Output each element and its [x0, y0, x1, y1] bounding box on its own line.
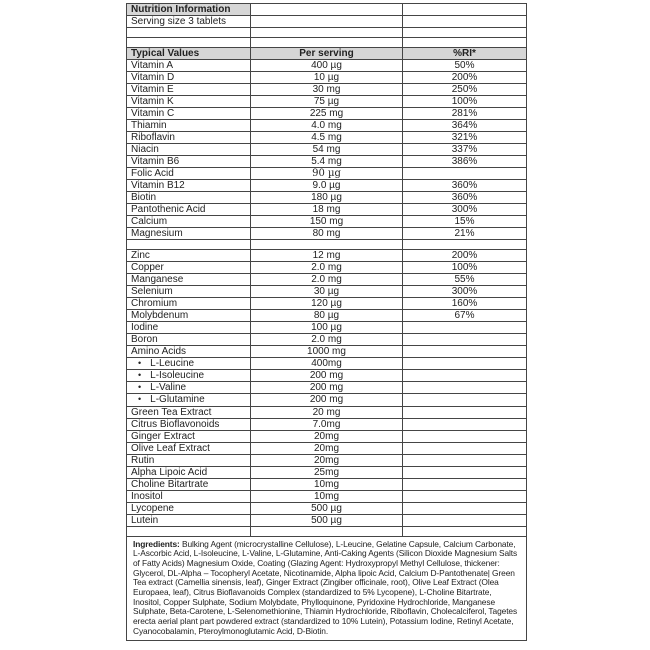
- amount-per-serving: 10mg: [251, 490, 403, 502]
- empty-cell: [251, 526, 403, 536]
- amount-per-serving: 2.0 mg: [251, 262, 403, 274]
- nutrient-row: [127, 250, 527, 262]
- ri-percent: 300%: [403, 204, 527, 216]
- empty-cell: [127, 526, 251, 536]
- amount-per-serving: 180 µg: [251, 192, 403, 204]
- nutrient-name: Vitamin K: [127, 96, 251, 108]
- nutrient-name: Riboflavin: [127, 132, 251, 144]
- column-header-row: [127, 48, 527, 60]
- nutrient-name: Boron: [127, 334, 251, 346]
- nutrient-name: Vitamin E: [127, 84, 251, 96]
- amount-per-serving: 400mg: [251, 358, 403, 370]
- nutrient-row: [127, 514, 527, 526]
- empty-cell: [403, 38, 527, 48]
- amount-per-serving: 30 µg: [251, 286, 403, 298]
- nutrient-name-label: L-Leucine: [150, 358, 195, 370]
- empty-cell: [403, 4, 527, 16]
- amount-per-serving: 10mg: [251, 478, 403, 490]
- nutrient-row: [127, 262, 527, 274]
- ri-percent: [403, 382, 527, 394]
- amount-per-serving: 30 mg: [251, 84, 403, 96]
- ri-percent: [403, 168, 527, 180]
- nutrient-row: [127, 216, 527, 228]
- amount-per-serving: 400 µg: [251, 60, 403, 72]
- ingredients-text: Bulking Agent (microcrystalline Cellulose), L-Leucine, Gelatine Capsule, Calcium Carbonate, L-Ascorbic Acid, L-Isoleucine, L-Valine, L-Glutamine, Anti-Caking Agents (Silicon Dioxide Magnesium Salts of Fatty Acids) Magnesium Oxide, Coating (Glazing Agent: Hydroxypropyl Methyl Cellulose, thickener: Glycerol, DL-Alpha – Tocopheryl Acetate, Nicotinamide, Alpha lipoic Acid, Calcium D-Pantothenate| Green Tea extract (Camellia sinensis, leaf), Ginger Extract (Zingiber officinale, root), Olive Leaf Extract (Olea Europaea, leaf), Citrus Bioflavanoids Complex (standardized to 5% Lycopene), L-Choline Bitartrate, Inositol, Copper Sulphate, Sodium Molybdate, Phylloquinone, Pyridoxine Hydrochloride, Manganese Sulphate, Beta-Carotene, L-Selenomethionine, Thiamin Hydrochloride, Riboflavin, Cholecalciferol, Tagetes erecta aerial plant part powdered extract (standardized to 10% Lutein), Potassium Iodine, Retinyl Acetate, Cyanocobalamin, Pteroylmonoglutamic Acid, D-Biotin.: [133, 538, 518, 636]
- empty-cell: [251, 240, 403, 250]
- empty-cell: [403, 526, 527, 536]
- nutrient-name-label: L-Valine: [150, 382, 187, 394]
- ri-percent: 100%: [403, 262, 527, 274]
- table-footer-section: [127, 526, 527, 640]
- ri-percent: [403, 334, 527, 346]
- amount-per-serving: 225 mg: [251, 108, 403, 120]
- nutrient-row: [127, 430, 527, 442]
- ri-percent: 321%: [403, 132, 527, 144]
- ri-percent: [403, 430, 527, 442]
- nutrient-name: Iodine: [127, 322, 251, 334]
- nutrient-name: Lutein: [127, 514, 251, 526]
- spacer-row: [127, 28, 527, 38]
- nutrition-table: [126, 3, 527, 641]
- nutrient-name: Alpha Lipoic Acid: [127, 466, 251, 478]
- nutrient-row: [127, 228, 527, 240]
- nutrient-name: Inositol: [127, 490, 251, 502]
- ri-percent: [403, 418, 527, 430]
- amount-per-serving: 5.4 mg: [251, 156, 403, 168]
- nutrient-name: Niacin: [127, 144, 251, 156]
- nutrient-name: Vitamin C: [127, 108, 251, 120]
- ri-percent: 281%: [403, 108, 527, 120]
- empty-cell: [403, 240, 527, 250]
- nutrient-row: [127, 394, 527, 406]
- nutrient-name: Green Tea Extract: [127, 406, 251, 418]
- nutrient-name: Pantothenic Acid: [127, 204, 251, 216]
- ri-percent: 67%: [403, 310, 527, 322]
- nutrient-row: [127, 84, 527, 96]
- bullet-icon: •: [138, 394, 142, 405]
- ri-percent: 360%: [403, 192, 527, 204]
- empty-cell: [127, 28, 251, 38]
- empty-cell: [251, 28, 403, 38]
- ri-percent: [403, 514, 527, 526]
- ri-percent: 200%: [403, 250, 527, 262]
- amount-per-serving: 18 mg: [251, 204, 403, 216]
- nutrient-row: [127, 132, 527, 144]
- empty-cell: [127, 38, 251, 48]
- nutrient-name: [127, 394, 251, 406]
- amount-per-serving: 20mg: [251, 430, 403, 442]
- nutrient-name: [127, 370, 251, 382]
- nutrient-row: [127, 286, 527, 298]
- ingredients-label: Ingredients:: [133, 538, 180, 549]
- amount-per-serving: 9.0 µg: [251, 180, 403, 192]
- column-header-per-serving: Per serving: [251, 48, 403, 60]
- nutrient-row: [127, 346, 527, 358]
- nutrient-row: [127, 358, 527, 370]
- ri-percent: 360%: [403, 180, 527, 192]
- spacer-row: [127, 240, 527, 250]
- amount-per-serving: 75 µg: [251, 96, 403, 108]
- nutrient-row: [127, 370, 527, 382]
- empty-cell: [251, 16, 403, 28]
- nutrient-row: [127, 418, 527, 430]
- nutrient-row: [127, 382, 527, 394]
- column-header-ri: %RI*: [403, 48, 527, 60]
- empty-cell: [403, 28, 527, 38]
- nutrient-row: [127, 454, 527, 466]
- nutrient-name: Chromium: [127, 298, 251, 310]
- amount-per-serving: 20mg: [251, 454, 403, 466]
- ri-percent: [403, 358, 527, 370]
- nutrient-row: [127, 144, 527, 156]
- ri-percent: [403, 454, 527, 466]
- empty-cell: [127, 240, 251, 250]
- empty-cell: [251, 4, 403, 16]
- nutrient-row: [127, 334, 527, 346]
- nutrient-row: [127, 72, 527, 84]
- ri-percent: 15%: [403, 216, 527, 228]
- nutrient-row: [127, 192, 527, 204]
- nutrient-name: Amino Acids: [127, 346, 251, 358]
- ri-percent: [403, 394, 527, 406]
- ri-percent: 250%: [403, 84, 527, 96]
- ri-percent: 50%: [403, 60, 527, 72]
- table-data-section: [127, 60, 527, 527]
- empty-cell: [403, 16, 527, 28]
- amount-per-serving: 7.0mg: [251, 418, 403, 430]
- amount-per-serving: 200 mg: [251, 370, 403, 382]
- amount-per-serving: 25mg: [251, 466, 403, 478]
- ri-percent: 160%: [403, 298, 527, 310]
- nutrient-name: Olive Leaf Extract: [127, 442, 251, 454]
- amount-per-serving: 20mg: [251, 442, 403, 454]
- bullet-icon: •: [138, 358, 142, 368]
- nutrient-name: Vitamin B12: [127, 180, 251, 192]
- nutrient-row: [127, 274, 527, 286]
- nutrient-name: Lycopene: [127, 502, 251, 514]
- spacer-row: [127, 38, 527, 48]
- ri-percent: [403, 466, 527, 478]
- nutrient-name: Citrus Bioflavonoids: [127, 418, 251, 430]
- amount-per-serving: 500 µg: [251, 514, 403, 526]
- amount-per-serving: 12 mg: [251, 250, 403, 262]
- nutrient-row: [127, 120, 527, 132]
- amount-per-serving: 54 mg: [251, 144, 403, 156]
- ri-percent: [403, 442, 527, 454]
- nutrient-name: Vitamin A: [127, 60, 251, 72]
- nutrient-row: [127, 310, 527, 322]
- amount-per-serving: 90 µg: [251, 168, 403, 180]
- nutrient-name: Zinc: [127, 250, 251, 262]
- amount-per-serving: 120 µg: [251, 298, 403, 310]
- ri-percent: [403, 490, 527, 502]
- table-header-section: [127, 4, 527, 60]
- nutrient-name: Magnesium: [127, 228, 251, 240]
- serving-size-text: Serving size 3 tablets: [127, 16, 251, 28]
- bullet-icon: •: [138, 370, 142, 381]
- ri-percent: [403, 346, 527, 358]
- amount-per-serving: 2.0 mg: [251, 334, 403, 346]
- nutrient-row: [127, 406, 527, 418]
- amount-per-serving: 200 mg: [251, 382, 403, 394]
- nutrient-name: [127, 382, 251, 394]
- nutrient-row: [127, 96, 527, 108]
- table-title-row: [127, 4, 527, 16]
- nutrient-name: Biotin: [127, 192, 251, 204]
- nutrient-name: Vitamin B6: [127, 156, 251, 168]
- amount-per-serving: 200 mg: [251, 394, 403, 406]
- nutrient-name: Selenium: [127, 286, 251, 298]
- nutrient-name: Choline Bitartrate: [127, 478, 251, 490]
- ri-percent: [403, 502, 527, 514]
- serving-size-row: [127, 16, 527, 28]
- ri-percent: 200%: [403, 72, 527, 84]
- ri-percent: 337%: [403, 144, 527, 156]
- ri-percent: 386%: [403, 156, 527, 168]
- ri-percent: 55%: [403, 274, 527, 286]
- ri-percent: [403, 370, 527, 382]
- nutrient-name: Manganese: [127, 274, 251, 286]
- nutrient-row: [127, 180, 527, 192]
- nutrient-name: Folic Acid: [127, 168, 251, 180]
- nutrient-row: [127, 168, 527, 180]
- nutrient-row: [127, 466, 527, 478]
- nutrient-name: Calcium: [127, 216, 251, 228]
- amount-per-serving: 80 mg: [251, 228, 403, 240]
- empty-cell: [251, 38, 403, 48]
- amount-per-serving: 4.5 mg: [251, 132, 403, 144]
- amount-per-serving: 150 mg: [251, 216, 403, 228]
- amount-per-serving: 1000 mg: [251, 346, 403, 358]
- nutrient-row: [127, 322, 527, 334]
- table-title: Nutrition Information: [127, 4, 251, 16]
- bullet-icon: •: [138, 382, 142, 393]
- nutrient-row: [127, 298, 527, 310]
- nutrient-row: [127, 502, 527, 514]
- ri-percent: 364%: [403, 120, 527, 132]
- ri-percent: [403, 478, 527, 490]
- nutrient-row: [127, 156, 527, 168]
- amount-per-serving: 2.0 mg: [251, 274, 403, 286]
- nutrient-name: Thiamin: [127, 120, 251, 132]
- ri-percent: 100%: [403, 96, 527, 108]
- nutrient-row: [127, 490, 527, 502]
- nutrient-row: [127, 204, 527, 216]
- amount-per-serving: 20 mg: [251, 406, 403, 418]
- nutrient-row: [127, 60, 527, 72]
- nutrient-name: Vitamin D: [127, 72, 251, 84]
- amount-per-serving: 4.0 mg: [251, 120, 403, 132]
- ri-percent: [403, 406, 527, 418]
- ri-percent: [403, 322, 527, 334]
- ri-percent: 300%: [403, 286, 527, 298]
- column-header-typical-values: Typical Values: [127, 48, 251, 60]
- ri-percent: 21%: [403, 228, 527, 240]
- nutrient-name: Copper: [127, 262, 251, 274]
- amount-per-serving: 10 µg: [251, 72, 403, 84]
- nutrient-row: [127, 108, 527, 120]
- nutrient-row: [127, 478, 527, 490]
- amount-per-serving: 100 µg: [251, 322, 403, 334]
- amount-per-serving: 500 µg: [251, 502, 403, 514]
- ingredients-cell: [127, 536, 527, 640]
- nutrient-name: Ginger Extract: [127, 430, 251, 442]
- nutrient-name: [127, 358, 251, 370]
- nutrient-name: Molybdenum: [127, 310, 251, 322]
- nutrient-name-label: L-Isoleucine: [150, 370, 205, 382]
- nutrient-name-label: L-Glutamine: [150, 394, 205, 406]
- nutrient-name: Rutin: [127, 454, 251, 466]
- spacer-row: [127, 526, 527, 536]
- amount-per-serving: 80 µg: [251, 310, 403, 322]
- ingredients-row: [127, 536, 527, 640]
- nutrient-row: [127, 442, 527, 454]
